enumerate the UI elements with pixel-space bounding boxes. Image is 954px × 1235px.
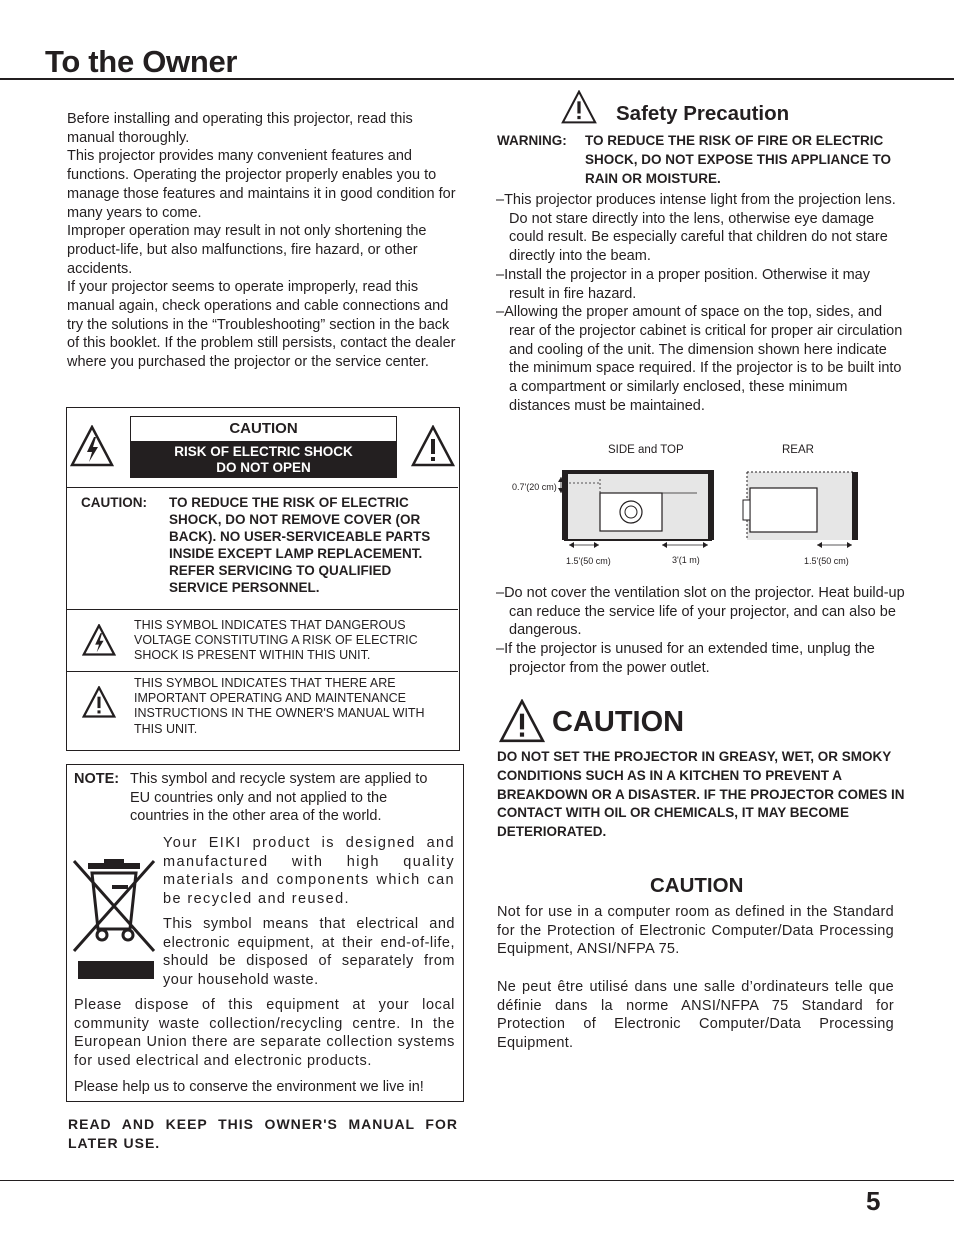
page-title: To the Owner xyxy=(45,44,238,79)
note-p3: Please dispose of this equipment at your local community waste collection/recycling centre. In the European Union there are separate collection systems for used electrical and electronic products. xyxy=(74,997,455,1070)
symbol-divider xyxy=(67,609,458,610)
intro-text xyxy=(67,110,459,372)
computer-room-caution-title: CAUTION xyxy=(650,874,744,897)
computer-room-caution-fr: Ne peut être utilisé dans une salle d’ordinateurs telle que définie dans la norme ANSI/NFPA 75 Standard for Protection of Electronic Computer/Data Processing Equipment. xyxy=(497,979,894,1052)
page-number: 5 xyxy=(866,1186,881,1216)
front-gap-label: 3'(1 m) xyxy=(672,555,700,565)
lightning-symbol-icon xyxy=(82,624,116,656)
caution-main-text: DO NOT SET THE PROJECTOR IN GREASY, WET, OR SMOKY CONDITIONS SUCH AS IN A KITCHEN TO PREVENT A BREAKDOWN OR A DISASTER. IF THE PROJECTOR COMES IN CONTACT WITH OIL OR CHEMICALS, IT MAY BECOME DETERIORATED. xyxy=(497,749,905,840)
side-gap-label: 1.5'(50 cm) xyxy=(566,556,611,566)
exclamation-symbol-icon xyxy=(82,686,116,718)
safety-item-5: –If the projector is unused for an extended time, unplug the projector from the power outlet. xyxy=(496,641,875,676)
top-gap-label: 0.7'(20 cm) xyxy=(512,482,557,492)
safety-item-2: –Install the projector in a proper position. Otherwise it may result in fire hazard. xyxy=(496,266,870,302)
intro-p2: This projector provides many convenient features and functions. Operating the projector properly enables you to manage those features and maintains it in good condition for many years to come. xyxy=(67,148,456,221)
computer-room-caution-en: Not for use in a computer room as defined in the Standard for the Protection of Electronic Computer/Data Processing Equipment, ANSI/NFPA 75. xyxy=(497,904,894,958)
keep-manual-notice: READ AND KEEP THIS OWNER'S MANUAL FOR LATER USE. xyxy=(68,1116,458,1151)
safety-warning-icon xyxy=(561,90,597,124)
shock-warning-banner xyxy=(131,441,396,477)
caution-warning-icon xyxy=(499,699,545,743)
safety-item-4: –Do not cover the ventilation slot on the projector. Heat build-up can reduce the service life of your projector, and can also be dangerous. xyxy=(496,585,905,639)
caution-header xyxy=(130,416,397,478)
symbol-divider-2 xyxy=(67,671,458,672)
header-rule xyxy=(0,78,954,80)
caution-label: CAUTION: xyxy=(81,495,147,510)
lightning-warning-icon xyxy=(70,425,114,467)
intro-p3: Improper operation may result in not only shortening the product-life, but also malfunctions, fire hazard, or other accidents. xyxy=(67,223,427,277)
intro-p4: If your projector seems to operate improperly, read this manual again, check operations and cable connections and try the solutions in the “Troubleshooting” section in the back of this booklet. If the problem still persists, contact the dealer where you purchased the projector or the service center. xyxy=(67,279,456,371)
shock-line-2: DO NOT OPEN xyxy=(216,460,311,475)
warning-label: WARNING: xyxy=(497,133,567,148)
caution-header-title: CAUTION xyxy=(229,420,298,437)
crossed-bin-icon xyxy=(70,855,158,981)
symbol2-text: THIS SYMBOL INDICATES THAT THERE ARE IMPORTANT OPERATING AND MAINTENANCE INSTRUCTIONS IN THE OWNER'S MANUAL WITH THIS UNIT. xyxy=(134,676,425,736)
intro-p1: Before installing and operating this projector, read this manual thoroughly. xyxy=(67,111,413,146)
note-label: NOTE: xyxy=(74,771,120,787)
caution-divider xyxy=(67,487,458,488)
rear-gap-label: 1.5'(50 cm) xyxy=(804,556,849,566)
safety-list-2 xyxy=(496,584,906,678)
warning-text: TO REDUCE THE RISK OF FIRE OR ELECTRIC SHOCK, DO NOT EXPOSE THIS APPLIANCE TO RAIN OR MOISTURE. xyxy=(585,133,892,186)
shock-line-1: RISK OF ELECTRIC SHOCK xyxy=(174,444,353,459)
caution-text: TO REDUCE THE RISK OF ELECTRIC SHOCK, DO NOT REMOVE COVER (OR BACK). NO USER-SERVICEABLE PARTS INSIDE EXCEPT LAMP REPLACEMENT. REFER SERVICING TO QUALIFIED SERVICE PERSONNEL. xyxy=(169,495,431,595)
note-p1: Your EIKI product is designed and manufactured with high quality materials and components which can be recycled and reused. xyxy=(163,835,455,908)
safety-list-1 xyxy=(496,191,906,415)
exclamation-warning-icon xyxy=(411,425,455,467)
note-text: This symbol and recycle system are applied to EU countries only and not applied to the countries in the other area of the world. xyxy=(130,771,428,825)
safety-item-3: –Allowing the proper amount of space on the top, sides, and rear of the projector cabinet is critical for proper air circulation and cooling of the unit. The dimension shown here indicate the minimum space required. If the projector is to be built into a compartment or similarly enclosed, these minimum distances must be maintained. xyxy=(496,304,903,414)
footer-rule xyxy=(0,1180,954,1181)
diagram-rear-label: REAR xyxy=(782,444,814,456)
safety-title: Safety Precaution xyxy=(616,102,790,125)
diagram-side-top-label: SIDE and TOP xyxy=(608,444,684,456)
safety-item-1: –This projector produces intense light from the projection lens. Do not stare directly into the lens, otherwise eye damage could result. Be especially careful that children do not stare directly into the beam. xyxy=(496,192,896,265)
caution-title: CAUTION xyxy=(552,706,685,738)
note-p2: This symbol means that electrical and electronic equipment, at their end-of-life, should be disposed of separately from your household waste. xyxy=(163,916,455,989)
note-p4: Please help us to conserve the environment we live in! xyxy=(74,1079,424,1095)
symbol1-text: THIS SYMBOL INDICATES THAT DANGEROUS VOLTAGE CONSTITUTING A RISK OF ELECTRIC SHOCK IS PRESENT WITHIN THIS UNIT. xyxy=(134,618,418,663)
